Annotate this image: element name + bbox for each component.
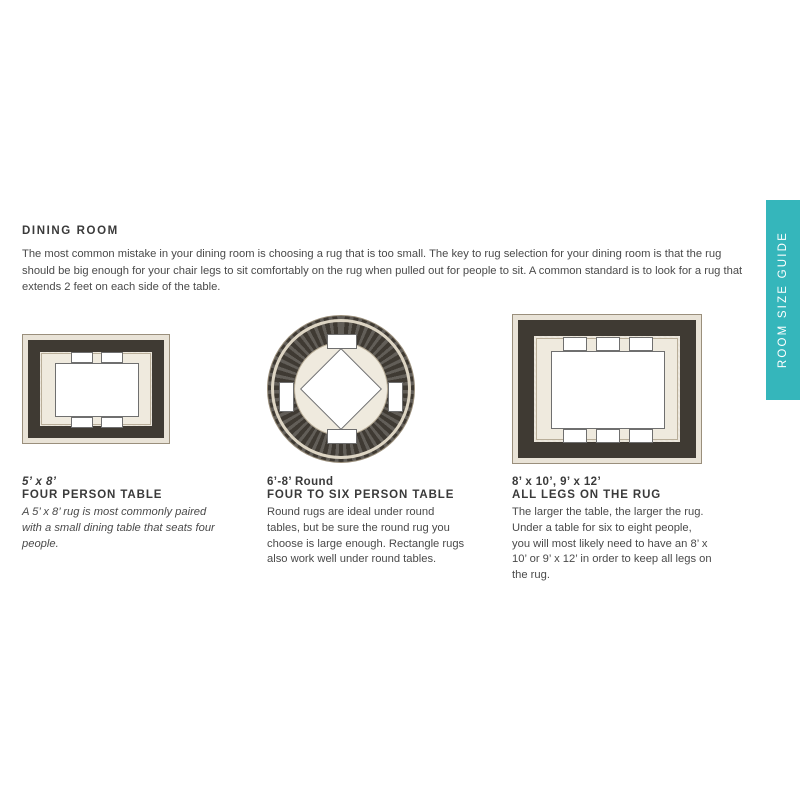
chair xyxy=(563,429,587,443)
chair xyxy=(101,417,123,428)
figure-rect-rug-small xyxy=(22,314,267,464)
figure-rect-rug-large xyxy=(512,314,752,464)
chair xyxy=(327,429,357,444)
caption-title: FOUR TO SIX PERSON TABLE xyxy=(267,488,455,501)
rug-rectangle-5x8 xyxy=(22,334,170,444)
chair xyxy=(71,417,93,428)
caption-body: Round rugs are ideal under round tables, but be sure the round rug you choose is large enough. Rectangle rugs also work well under round tables. xyxy=(267,505,465,566)
chair xyxy=(596,429,620,443)
chair xyxy=(388,382,403,412)
section-intro-text: The most common mistake in your dining room is choosing a rug that is too small. The key to rug selection for your dining room is that the rug should be big enough for your chair legs to sit comfortably on the rug when pulled out for people to sit. A common standard is to look for a rug that extends 2 feet on each side of the table. xyxy=(22,248,743,294)
caption-body: The larger the table, the larger the rug. Under a table for six to eight people, you will most likely need to have an 8’ x 10’ or 9’ x 12’ in order to keep all legs on the rug. xyxy=(512,505,712,582)
column-four-person-table xyxy=(22,314,267,553)
chair xyxy=(563,337,587,351)
room-size-guide-tab-label: ROOM SIZE GUIDE xyxy=(777,231,789,369)
caption-title: FOUR PERSON TABLE xyxy=(22,488,163,501)
column-four-to-six-person-table xyxy=(267,314,512,569)
rug-rectangle-8x10 xyxy=(512,314,702,464)
room-size-guide-tab xyxy=(766,200,800,400)
dining-room-section xyxy=(22,225,752,584)
chair xyxy=(327,334,357,349)
dining-table xyxy=(551,351,665,429)
chair xyxy=(596,337,620,351)
rug-round-6-8 xyxy=(267,315,415,463)
figure-round-rug xyxy=(267,314,512,464)
chair xyxy=(629,337,653,351)
chair xyxy=(71,352,93,363)
column-all-legs-on-the-rug xyxy=(512,314,752,585)
caption-size: 6’-8’ Round xyxy=(267,475,334,488)
caption-title: ALL LEGS ON THE RUG xyxy=(512,488,662,501)
dining-table xyxy=(55,363,139,417)
page-title: DINING ROOM xyxy=(22,225,119,237)
caption-size: 8’ x 10’, 9’ x 12’ xyxy=(512,475,602,488)
caption-size: 5’ x 8’ xyxy=(22,475,57,488)
caption-body: A 5’ x 8’ rug is most commonly paired with a small dining table that seats four people. xyxy=(22,505,215,550)
chair xyxy=(629,429,653,443)
figure-columns xyxy=(22,314,752,585)
chair xyxy=(101,352,123,363)
chair xyxy=(279,382,294,412)
